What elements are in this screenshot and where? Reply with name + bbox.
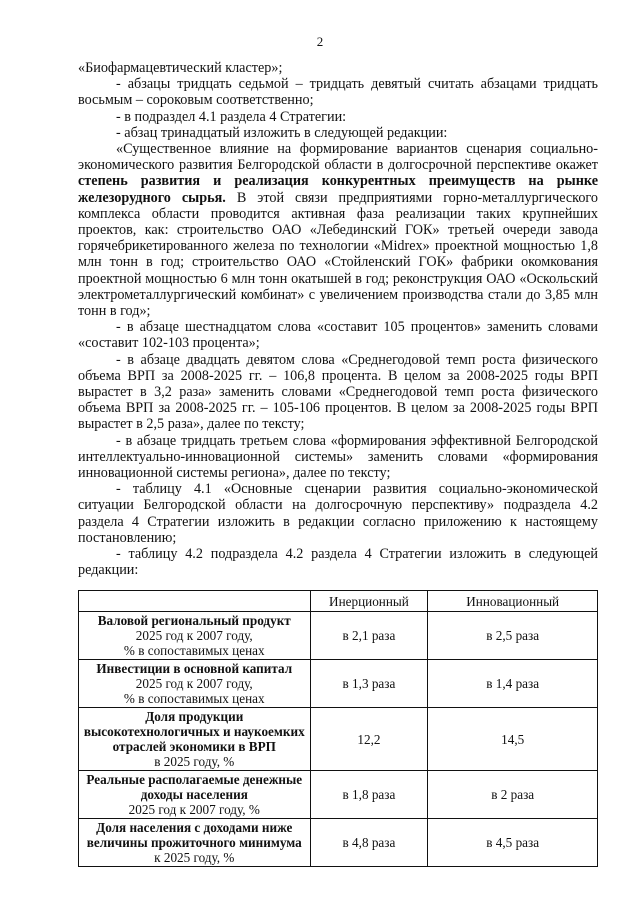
paragraph-text: «Биофармацевтический кластер»; (78, 60, 283, 76)
indicator-title: Инвестиции в основной капитал (96, 661, 293, 676)
paragraph-p8 (78, 433, 598, 482)
paragraph-p4 (78, 125, 598, 141)
indicator-unit: % в сопоставимых ценах (123, 643, 265, 658)
innovative-value: 14,5 (428, 708, 598, 771)
table-row (79, 660, 598, 708)
indicator-title: Доля населения с доходами ниже величины прожиточного минимума (86, 820, 302, 850)
paragraph-p2 (78, 76, 598, 108)
indicator-title: Доля продукции высокотехнологичных и наукоемких отраслей экономики в ВРП (83, 709, 305, 754)
indicator-unit: в 2025 году, % (154, 754, 235, 769)
table-body (79, 612, 598, 867)
table-row (79, 708, 598, 771)
paragraph-text: - таблицу 4.1 «Основные сценарии развития социально-экономической ситуации Белгородской области на долгосрочную перспективу» подраздела 4.2 раздела 4 Стратегии изложить в редакции согласно приложению к настоящему постановлению; (78, 481, 598, 546)
indicator-cell (79, 819, 311, 867)
inertial-value: в 1,8 раза (310, 771, 428, 819)
paragraph-p9 (78, 481, 598, 546)
inertial-value: в 2,1 раза (310, 612, 428, 660)
inertial-value: в 1,3 раза (310, 660, 428, 708)
paragraph-text: - в абзаце двадцать девятом слова «Среднегодовой темп роста физического объема ВРП за 2008-2025 гг. – 106,8 процента. В целом за 2008-2025 годы ВРП вырастет в 3,2 раза» заменить словами «Среднегодовой темп роста физического объема ВРП за 2008-2025 гг. – 105-106 процентов. В целом за 2008-2025 годы ВРП вырастет в 2,5 раза», далее по тексту; (78, 351, 598, 433)
paragraph-text: степень развития и реализация конкурентных преимуществ на рынке железорудного сырья. (78, 173, 598, 206)
table-header-innovative: Инновационный (428, 591, 598, 612)
innovative-value: в 1,4 раза (428, 660, 598, 708)
table-row (79, 771, 598, 819)
indicator-title: Валовой региональный продукт (97, 613, 291, 628)
paragraph-text: - в абзаце шестнадцатом слова «составит 105 процентов» заменить словами «составит 102-103 процента»; (78, 319, 598, 352)
indicator-unit: % в сопоставимых ценах (123, 691, 265, 706)
paragraph-p1 (78, 60, 598, 76)
indicator-cell (79, 660, 311, 708)
innovative-value: в 2,5 раза (428, 612, 598, 660)
paragraph-text: - абзац тринадцатый изложить в следующей редакции: (116, 124, 448, 141)
table-header-inertial: Инерционный (310, 591, 428, 612)
paragraph-text: - таблицу 4.2 подраздела 4.2 раздела 4 Стратегии изложить в следующей редакции: (78, 546, 598, 579)
table-row (79, 612, 598, 660)
inertial-value: 12,2 (310, 708, 428, 771)
table-header-indicator (79, 591, 311, 612)
paragraph-text: - в подраздел 4.1 раздела 4 Стратегии: (116, 108, 347, 125)
indicator-cell (79, 612, 311, 660)
indicator-unit: к 2025 году, % (154, 850, 235, 865)
paragraph-text: - абзацы тридцать седьмой – тридцать девятый считать абзацами тридцать восьмым – сороковым соответственно; (78, 76, 598, 109)
innovative-value: в 4,5 раза (428, 819, 598, 867)
body-text (78, 60, 598, 579)
paragraph-text: - в абзаце тридцать третьем слова «формирования эффективной Белгородской интеллектуально-инновационной системы» заменить словами «формирования инновационной системы региона», далее по тексту; (78, 432, 598, 482)
scenario-table (78, 590, 598, 867)
innovative-value: в 2 раза (428, 771, 598, 819)
indicator-unit: 2025 год к 2007 году, % (128, 802, 260, 817)
paragraph-p5 (78, 141, 598, 319)
indicator-cell (79, 708, 311, 771)
page-number: 2 (316, 34, 324, 49)
paragraph-p3 (78, 109, 598, 125)
paragraph-text: «Существенное влияние на формирование вариантов сценария социально-экономического развития Белгородской области в долгосрочной перспективе окажет (78, 141, 598, 174)
indicator-cell (79, 771, 311, 819)
indicator-unit: 2025 год к 2007 году, (135, 628, 253, 643)
table-row (79, 819, 598, 867)
paragraph-p7 (78, 352, 598, 433)
paragraph-text: В этой связи предприятиями горно-металлургического комплекса области проводится активная фаза реализации таких крупнейших проектов, как: строительство ОАО «Лебединский ГОК» третьей очереди завода горячебрикетированного железа по технологии «Midrex» проектной мощностью 1,8 млн тонн в год; строительство ОАО «Стойленский ГОК» фабрики окомкования проектной мощностью 6 млн тонн окатышей в год; реконструкция ОАО «Оскольский электрометаллургический комбинат» с увеличением производства стали до 3,85 млн тонн в год»; (78, 189, 598, 320)
paragraph-p6 (78, 319, 598, 351)
inertial-value: в 4,8 раза (310, 819, 428, 867)
paragraph-p10 (78, 546, 598, 578)
indicator-unit: 2025 год к 2007 году, (135, 676, 253, 691)
indicator-title: Реальные располагаемые денежные доходы населения (86, 772, 303, 802)
table-header-row (79, 591, 598, 612)
